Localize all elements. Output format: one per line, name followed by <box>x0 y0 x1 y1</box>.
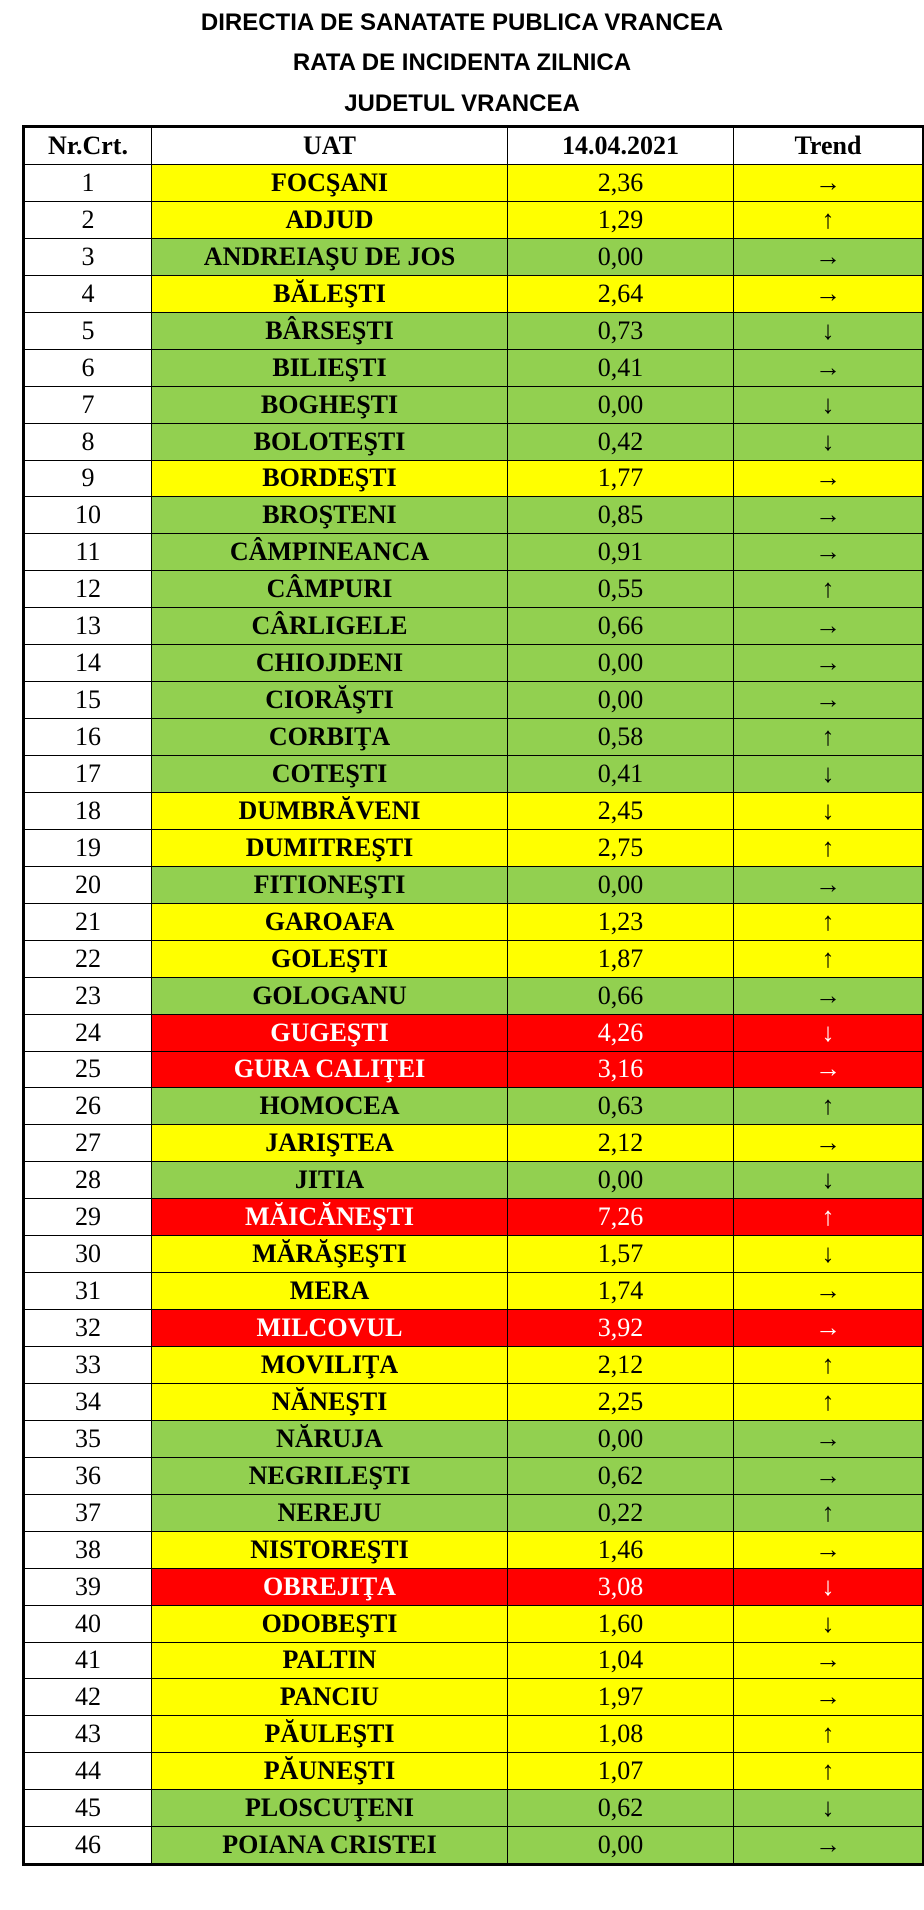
row-incidence-value: 1,77 <box>508 460 734 497</box>
row-incidence-value: 1,87 <box>508 940 734 977</box>
row-incidence-value: 0,00 <box>508 866 734 903</box>
row-incidence-value: 7,26 <box>508 1199 734 1236</box>
table-row <box>24 386 924 423</box>
table-row <box>24 201 924 238</box>
header-report-title: RATA DE INCIDENTA ZILNICA <box>292 49 632 76</box>
row-incidence-value: 0,00 <box>508 1827 734 1865</box>
row-trend-arrow: → <box>734 1420 924 1457</box>
row-trend-arrow: → <box>734 1273 924 1310</box>
row-number: 2 <box>24 201 152 238</box>
row-uat-name: FOCŞANI <box>152 165 508 202</box>
table-row <box>24 238 924 275</box>
row-number: 1 <box>24 165 152 202</box>
row-incidence-value: 2,12 <box>508 1347 734 1384</box>
row-uat-name: BÂRSEŞTI <box>152 312 508 349</box>
row-incidence-value: 0,66 <box>508 977 734 1014</box>
row-incidence-value: 0,00 <box>508 1420 734 1457</box>
row-number: 18 <box>24 792 152 829</box>
row-number: 44 <box>24 1753 152 1790</box>
row-trend-arrow: ↓ <box>734 792 924 829</box>
row-trend-arrow: ↑ <box>734 201 924 238</box>
table-row <box>24 829 924 866</box>
table-row <box>24 1827 924 1865</box>
row-uat-name: BĂLEŞTI <box>152 275 508 312</box>
row-incidence-value: 0,73 <box>508 312 734 349</box>
row-number: 33 <box>24 1347 152 1384</box>
table-row <box>24 1494 924 1531</box>
row-trend-arrow: → <box>734 1457 924 1494</box>
row-trend-arrow: ↑ <box>734 1494 924 1531</box>
row-trend-arrow: → <box>734 1051 924 1088</box>
table-row <box>24 645 924 682</box>
row-uat-name: PLOSCUŢENI <box>152 1790 508 1827</box>
row-uat-name: DUMITREŞTI <box>152 829 508 866</box>
row-incidence-value: 1,04 <box>508 1642 734 1679</box>
table-row <box>24 423 924 460</box>
table-row <box>24 1273 924 1310</box>
row-uat-name: GOLOGANU <box>152 977 508 1014</box>
row-number: 9 <box>24 460 152 497</box>
row-incidence-value: 1,29 <box>508 201 734 238</box>
row-trend-arrow: ↑ <box>734 1753 924 1790</box>
row-number: 45 <box>24 1790 152 1827</box>
row-number: 13 <box>24 608 152 645</box>
row-number: 27 <box>24 1125 152 1162</box>
row-trend-arrow: → <box>734 1642 924 1679</box>
row-uat-name: OBREJIŢA <box>152 1568 508 1605</box>
row-number: 21 <box>24 903 152 940</box>
row-trend-arrow: ↑ <box>734 1716 924 1753</box>
row-trend-arrow: → <box>734 1310 924 1347</box>
row-incidence-value: 3,08 <box>508 1568 734 1605</box>
table-row <box>24 903 924 940</box>
row-incidence-value: 0,63 <box>508 1088 734 1125</box>
row-incidence-value: 2,25 <box>508 1383 734 1420</box>
row-trend-arrow: ↓ <box>734 1014 924 1051</box>
row-trend-arrow: → <box>734 866 924 903</box>
row-number: 30 <box>24 1236 152 1273</box>
col-header-trend: Trend <box>734 127 924 165</box>
table-row <box>24 534 924 571</box>
row-trend-arrow: ↑ <box>734 903 924 940</box>
row-uat-name: CÂMPURI <box>152 571 508 608</box>
row-trend-arrow: ↑ <box>734 1347 924 1384</box>
row-uat-name: MĂRĂŞEŞTI <box>152 1236 508 1273</box>
row-number: 23 <box>24 977 152 1014</box>
row-incidence-value: 0,41 <box>508 349 734 386</box>
row-number: 36 <box>24 1457 152 1494</box>
row-trend-arrow: → <box>734 645 924 682</box>
row-trend-arrow: ↓ <box>734 386 924 423</box>
row-number: 14 <box>24 645 152 682</box>
table-row <box>24 571 924 608</box>
row-uat-name: ADJUD <box>152 201 508 238</box>
table-row <box>24 460 924 497</box>
table-row <box>24 1568 924 1605</box>
row-incidence-value: 1,74 <box>508 1273 734 1310</box>
row-uat-name: PANCIU <box>152 1679 508 1716</box>
table-row <box>24 1531 924 1568</box>
row-number: 29 <box>24 1199 152 1236</box>
row-incidence-value: 2,64 <box>508 275 734 312</box>
row-incidence-value: 1,07 <box>508 1753 734 1790</box>
row-trend-arrow: → <box>734 497 924 534</box>
row-trend-arrow: → <box>734 460 924 497</box>
row-trend-arrow: → <box>734 682 924 719</box>
row-number: 3 <box>24 238 152 275</box>
row-number: 5 <box>24 312 152 349</box>
row-uat-name: MILCOVUL <box>152 1310 508 1347</box>
table-header-row <box>24 127 924 165</box>
row-number: 10 <box>24 497 152 534</box>
row-incidence-value: 1,97 <box>508 1679 734 1716</box>
row-uat-name: ODOBEŞTI <box>152 1605 508 1642</box>
row-number: 35 <box>24 1420 152 1457</box>
row-number: 11 <box>24 534 152 571</box>
row-uat-name: NĂNEŞTI <box>152 1383 508 1420</box>
row-uat-name: POIANA CRISTEI <box>152 1827 508 1865</box>
table-body <box>24 165 924 1865</box>
row-incidence-value: 0,85 <box>508 497 734 534</box>
row-incidence-value: 0,00 <box>508 682 734 719</box>
row-uat-name: PĂUNEŞTI <box>152 1753 508 1790</box>
row-number: 7 <box>24 386 152 423</box>
row-uat-name: ANDREIAŞU DE JOS <box>152 238 508 275</box>
row-number: 22 <box>24 940 152 977</box>
row-uat-name: JARIŞTEA <box>152 1125 508 1162</box>
row-uat-name: NEGRILEŞTI <box>152 1457 508 1494</box>
incidence-table <box>22 125 924 1866</box>
table-row <box>24 1420 924 1457</box>
row-number: 24 <box>24 1014 152 1051</box>
table-row <box>24 497 924 534</box>
row-uat-name: CORBIŢA <box>152 719 508 756</box>
row-number: 19 <box>24 829 152 866</box>
row-incidence-value: 0,41 <box>508 756 734 793</box>
table-row <box>24 977 924 1014</box>
table-row <box>24 1642 924 1679</box>
row-uat-name: NEREJU <box>152 1494 508 1531</box>
row-trend-arrow: ↓ <box>734 1162 924 1199</box>
table-row <box>24 349 924 386</box>
row-trend-arrow: → <box>734 1531 924 1568</box>
row-uat-name: COTEŞTI <box>152 756 508 793</box>
row-incidence-value: 0,91 <box>508 534 734 571</box>
table-row <box>24 756 924 793</box>
row-incidence-value: 0,55 <box>508 571 734 608</box>
table-row <box>24 1753 924 1790</box>
row-trend-arrow: ↑ <box>734 571 924 608</box>
row-incidence-value: 2,36 <box>508 165 734 202</box>
row-incidence-value: 1,08 <box>508 1716 734 1753</box>
row-trend-arrow: ↑ <box>734 1199 924 1236</box>
row-uat-name: JITIA <box>152 1162 508 1199</box>
table-row <box>24 866 924 903</box>
table-row <box>24 940 924 977</box>
row-trend-arrow: → <box>734 275 924 312</box>
row-incidence-value: 0,42 <box>508 423 734 460</box>
row-uat-name: BOLOTEŞTI <box>152 423 508 460</box>
table-row <box>24 1088 924 1125</box>
table-row <box>24 1383 924 1420</box>
row-number: 8 <box>24 423 152 460</box>
row-trend-arrow: → <box>734 349 924 386</box>
row-incidence-value: 0,58 <box>508 719 734 756</box>
row-number: 42 <box>24 1679 152 1716</box>
table-row <box>24 1679 924 1716</box>
row-trend-arrow: → <box>734 238 924 275</box>
row-incidence-value: 0,00 <box>508 645 734 682</box>
table-row <box>24 275 924 312</box>
row-number: 16 <box>24 719 152 756</box>
row-uat-name: BILIEŞTI <box>152 349 508 386</box>
table-row <box>24 1605 924 1642</box>
table-row <box>24 312 924 349</box>
row-incidence-value: 0,00 <box>508 1162 734 1199</box>
row-trend-arrow: ↓ <box>734 312 924 349</box>
col-header-uat: UAT <box>152 127 508 165</box>
row-number: 15 <box>24 682 152 719</box>
table-row <box>24 1051 924 1088</box>
table-row <box>24 1310 924 1347</box>
row-trend-arrow: ↓ <box>734 1236 924 1273</box>
row-incidence-value: 0,00 <box>508 386 734 423</box>
table-row <box>24 1457 924 1494</box>
row-number: 28 <box>24 1162 152 1199</box>
row-trend-arrow: → <box>734 1125 924 1162</box>
row-trend-arrow: → <box>734 608 924 645</box>
row-uat-name: MĂICĂNEŞTI <box>152 1199 508 1236</box>
row-uat-name: NISTOREŞTI <box>152 1531 508 1568</box>
row-incidence-value: 0,62 <box>508 1790 734 1827</box>
row-uat-name: GURA CALIŢEI <box>152 1051 508 1088</box>
row-number: 43 <box>24 1716 152 1753</box>
table-row <box>24 165 924 202</box>
row-trend-arrow: ↓ <box>734 1568 924 1605</box>
row-number: 12 <box>24 571 152 608</box>
table-row <box>24 1716 924 1753</box>
row-number: 39 <box>24 1568 152 1605</box>
row-incidence-value: 0,66 <box>508 608 734 645</box>
row-number: 17 <box>24 756 152 793</box>
row-incidence-value: 1,57 <box>508 1236 734 1273</box>
row-number: 20 <box>24 866 152 903</box>
table-row <box>24 608 924 645</box>
table-row <box>24 1236 924 1273</box>
header-institution: DIRECTIA DE SANATATE PUBLICA VRANCEA <box>200 9 724 36</box>
row-trend-arrow: → <box>734 977 924 1014</box>
table-row <box>24 1125 924 1162</box>
row-uat-name: MERA <box>152 1273 508 1310</box>
row-uat-name: FITIONEŞTI <box>152 866 508 903</box>
row-number: 32 <box>24 1310 152 1347</box>
row-number: 31 <box>24 1273 152 1310</box>
row-uat-name: BOGHEŞTI <box>152 386 508 423</box>
row-uat-name: MOVILIŢA <box>152 1347 508 1384</box>
row-uat-name: GUGEŞTI <box>152 1014 508 1051</box>
row-incidence-value: 2,45 <box>508 792 734 829</box>
row-trend-arrow: ↑ <box>734 1383 924 1420</box>
row-trend-arrow: → <box>734 1827 924 1865</box>
row-number: 6 <box>24 349 152 386</box>
table-row <box>24 682 924 719</box>
row-trend-arrow: ↓ <box>734 1605 924 1642</box>
col-header-nr: Nr.Crt. <box>24 127 152 165</box>
row-incidence-value: 1,46 <box>508 1531 734 1568</box>
row-uat-name: CÂRLIGELE <box>152 608 508 645</box>
row-uat-name: HOMOCEA <box>152 1088 508 1125</box>
table-row <box>24 1790 924 1827</box>
header-county: JUDETUL VRANCEA <box>344 90 580 117</box>
col-header-date: 14.04.2021 <box>508 127 734 165</box>
row-number: 41 <box>24 1642 152 1679</box>
row-incidence-value: 0,62 <box>508 1457 734 1494</box>
row-trend-arrow: ↑ <box>734 829 924 866</box>
row-incidence-value: 1,23 <box>508 903 734 940</box>
row-uat-name: PALTIN <box>152 1642 508 1679</box>
row-number: 38 <box>24 1531 152 1568</box>
row-trend-arrow: ↓ <box>734 756 924 793</box>
table-row <box>24 1199 924 1236</box>
table-row <box>24 719 924 756</box>
row-number: 34 <box>24 1383 152 1420</box>
row-trend-arrow: → <box>734 165 924 202</box>
row-number: 25 <box>24 1051 152 1088</box>
row-number: 4 <box>24 275 152 312</box>
table-row <box>24 1162 924 1199</box>
row-uat-name: CÂMPINEANCA <box>152 534 508 571</box>
row-incidence-value: 3,92 <box>508 1310 734 1347</box>
row-uat-name: PĂULEŞTI <box>152 1716 508 1753</box>
row-trend-arrow: → <box>734 1679 924 1716</box>
row-uat-name: CHIOJDENI <box>152 645 508 682</box>
table-row <box>24 1347 924 1384</box>
row-incidence-value: 0,22 <box>508 1494 734 1531</box>
row-uat-name: NĂRUJA <box>152 1420 508 1457</box>
row-incidence-value: 2,75 <box>508 829 734 866</box>
row-uat-name: BROŞTENI <box>152 497 508 534</box>
row-number: 46 <box>24 1827 152 1865</box>
row-incidence-value: 1,60 <box>508 1605 734 1642</box>
row-number: 37 <box>24 1494 152 1531</box>
row-uat-name: CIORĂŞTI <box>152 682 508 719</box>
row-uat-name: BORDEŞTI <box>152 460 508 497</box>
row-trend-arrow: → <box>734 534 924 571</box>
row-incidence-value: 4,26 <box>508 1014 734 1051</box>
row-trend-arrow: ↑ <box>734 719 924 756</box>
row-number: 40 <box>24 1605 152 1642</box>
row-incidence-value: 0,00 <box>508 238 734 275</box>
row-number: 26 <box>24 1088 152 1125</box>
table-row <box>24 792 924 829</box>
row-trend-arrow: ↓ <box>734 423 924 460</box>
row-trend-arrow: ↓ <box>734 1790 924 1827</box>
row-incidence-value: 3,16 <box>508 1051 734 1088</box>
row-trend-arrow: ↑ <box>734 1088 924 1125</box>
row-uat-name: GOLEŞTI <box>152 940 508 977</box>
row-uat-name: GAROAFA <box>152 903 508 940</box>
table-row <box>24 1014 924 1051</box>
row-incidence-value: 2,12 <box>508 1125 734 1162</box>
row-uat-name: DUMBRĂVENI <box>152 792 508 829</box>
row-trend-arrow: ↑ <box>734 940 924 977</box>
